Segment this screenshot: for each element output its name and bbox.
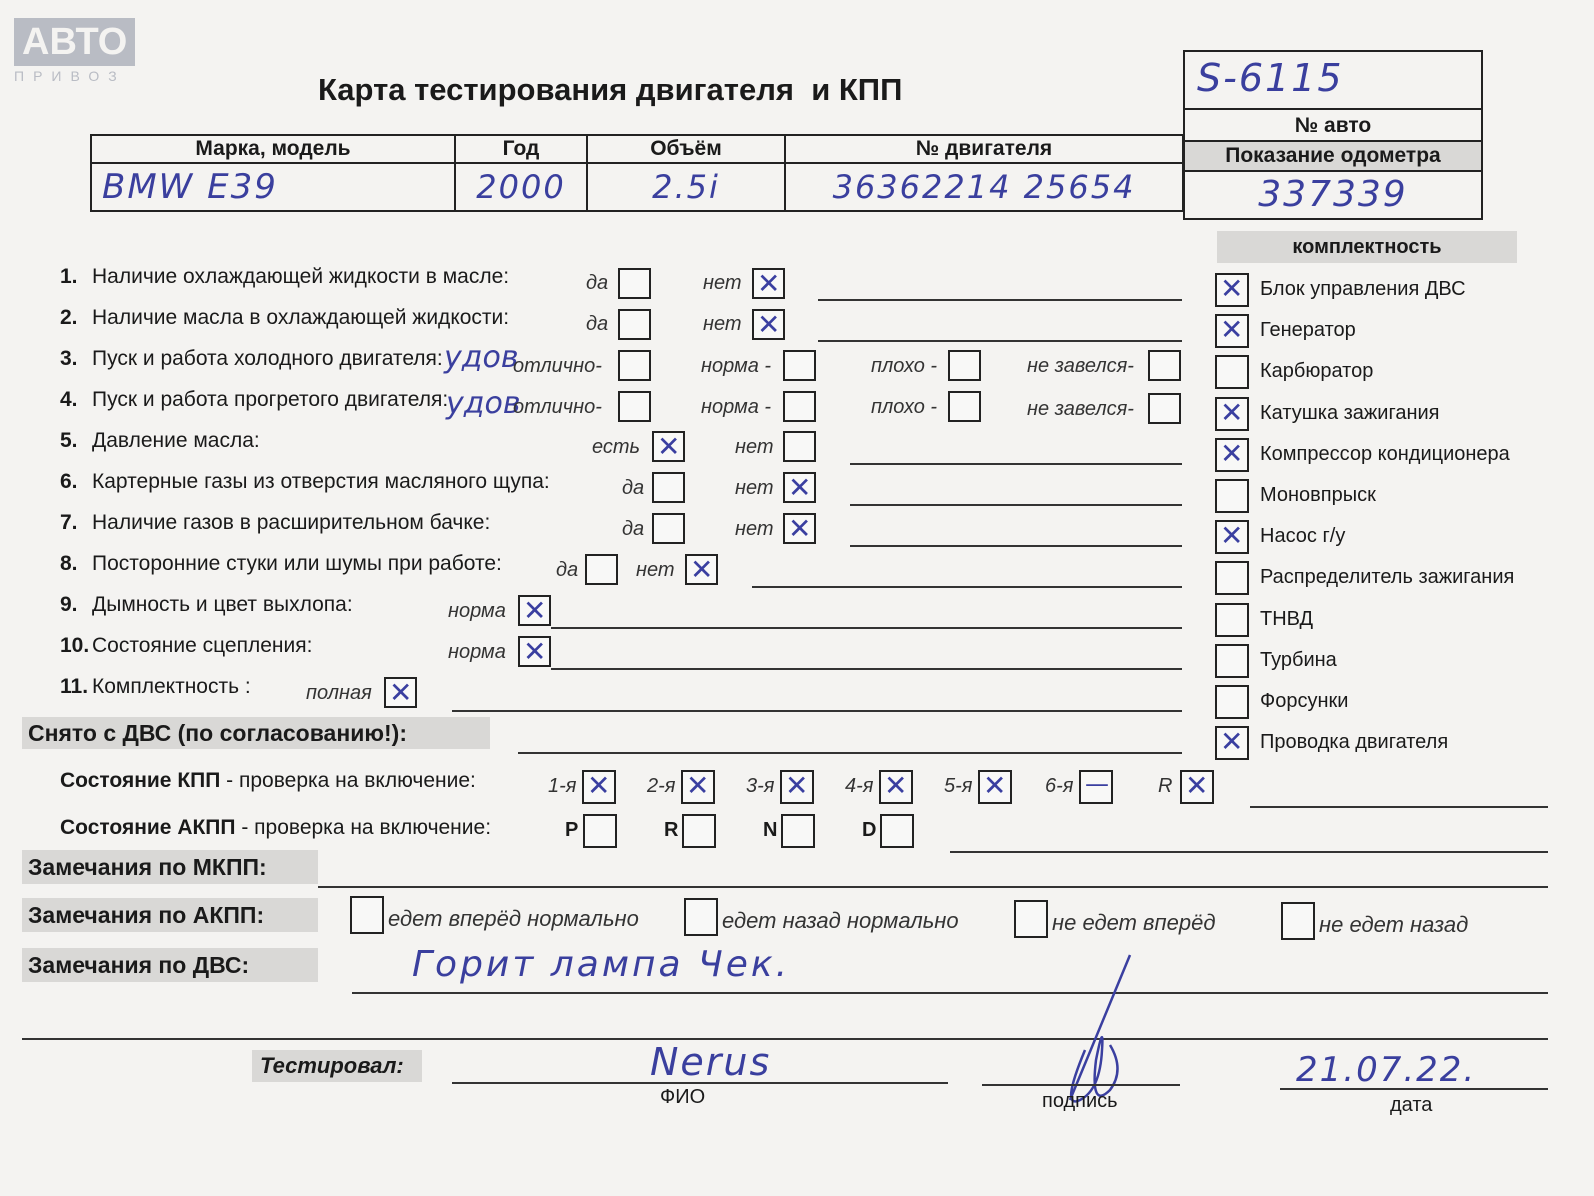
q3-otlichno-checkbox[interactable]: [618, 350, 651, 381]
volume-value: 2.5i: [587, 163, 785, 211]
q5-net-label: нет: [735, 436, 774, 458]
car-no-label: № авто: [1185, 110, 1481, 142]
completeness-item-label: Генератор: [1260, 319, 1356, 342]
akpp-remark-label: едет вперёд нормально: [388, 906, 639, 931]
completeness-checkbox[interactable]: [1215, 479, 1249, 513]
akpp-mode-label: P: [565, 819, 579, 841]
kpp-gear-checkbox[interactable]: [1180, 770, 1214, 804]
odometer-block: [1183, 108, 1483, 220]
q3-ploho-checkbox[interactable]: [948, 350, 981, 381]
completeness-item-label: Блок управления ДВС: [1260, 278, 1466, 300]
kpp-gear-checkbox[interactable]: [879, 770, 913, 804]
q5-est-checkbox[interactable]: [652, 431, 685, 462]
completeness-checkbox[interactable]: [1215, 397, 1249, 431]
q5-est-label: есть: [592, 436, 641, 458]
question-number: 9.: [60, 593, 78, 616]
date-label: дата: [1390, 1094, 1433, 1116]
logo-top: АВТО: [14, 18, 135, 66]
completeness-checkbox[interactable]: [1215, 561, 1249, 595]
akpp-label-bold: Состояние АКПП: [60, 816, 236, 839]
completeness-item-label: ТНВД: [1260, 607, 1314, 630]
q4-ne-zavelsya-label: не завелся-: [1027, 398, 1134, 420]
q2-net-checkbox[interactable]: [752, 309, 785, 340]
akpp-remark-checkbox[interactable]: [350, 896, 384, 934]
signature-line: [982, 1084, 1180, 1086]
question-text: Наличие охлаждающей жидкости в масле:: [92, 265, 510, 288]
logo-bottom: ПРИВОЗ: [14, 68, 126, 84]
completeness-checkbox[interactable]: [1215, 644, 1249, 678]
completeness-item-label: Насос г/у: [1260, 525, 1346, 548]
question-number: 1.: [60, 265, 78, 288]
kpp-gear-label: 1-я: [548, 775, 577, 797]
q5-net-checkbox[interactable]: [783, 431, 816, 462]
q2-line: [818, 340, 1182, 342]
question-number: 5.: [60, 429, 78, 452]
q6-net-label: нет: [735, 477, 774, 499]
q6-line: [850, 504, 1182, 506]
kpp-line: [1250, 806, 1548, 808]
question-text: Наличие масла в охлаждающей жидкости:: [92, 306, 510, 329]
akpp-mode-checkbox[interactable]: [682, 814, 716, 848]
tested-label: Тестировал:: [252, 1050, 422, 1082]
snyato-line: [518, 752, 1182, 754]
q1-net-checkbox[interactable]: [752, 268, 785, 299]
akpp-mode-label: N: [763, 819, 778, 841]
completeness-item-label: Карбюратор: [1260, 360, 1374, 383]
q9-norma-checkbox[interactable]: [518, 595, 551, 626]
kpp-gear-checkbox[interactable]: [1079, 770, 1113, 804]
question-text: Пуск и работа холодного двигателя:: [92, 347, 443, 370]
q6-da-checkbox[interactable]: [652, 472, 685, 503]
akpp-remark-checkbox[interactable]: [1281, 902, 1315, 940]
question-text: Комплектность :: [92, 675, 251, 698]
q8-net-checkbox[interactable]: [685, 554, 718, 585]
q8-net-label: нет: [636, 559, 675, 581]
question-text: Дымность и цвет выхлопа:: [92, 593, 353, 616]
completeness-checkbox[interactable]: [1215, 438, 1249, 472]
q9-line: [551, 627, 1182, 629]
q10-line: [551, 668, 1182, 670]
header-table: [90, 134, 1184, 212]
q4-ploho-checkbox[interactable]: [948, 391, 981, 422]
odometer-label: Показание одометра: [1185, 142, 1481, 172]
q11-polnaya-checkbox[interactable]: [384, 677, 417, 708]
signature-label: подпись: [1042, 1090, 1118, 1112]
akpp-mode-checkbox[interactable]: [583, 814, 617, 848]
q1-da-label: да: [586, 272, 609, 294]
year-value: 2000: [455, 163, 587, 211]
remarks-mkpp-line: [318, 886, 1548, 888]
kpp-label-rest: - проверка на включение:: [220, 769, 476, 792]
kpp-label-bold: Состояние КПП: [60, 769, 221, 792]
q3-ne-zavelsya-label: не завелся-: [1027, 355, 1134, 377]
akpp-mode-checkbox[interactable]: [880, 814, 914, 848]
q7-da-label: да: [622, 518, 645, 540]
q8-line: [752, 586, 1182, 588]
completeness-item-label: Катушка зажигания: [1260, 401, 1440, 424]
q4-ploho-label: плохо -: [871, 396, 938, 418]
q3-ne-zavelsya-checkbox[interactable]: [1148, 350, 1181, 381]
question-number: 6.: [60, 470, 78, 493]
date-value: 21.07.22.: [1296, 1050, 1477, 1090]
handwritten-udov-warm: удов: [446, 386, 521, 421]
engine-value: 36362214 25654: [785, 163, 1183, 211]
name-line: [452, 1082, 948, 1084]
kpp-gear-checkbox[interactable]: [681, 770, 715, 804]
kpp-gear-label: 2-я: [647, 775, 676, 797]
kpp-gear-checkbox[interactable]: [780, 770, 814, 804]
question-number: 8.: [60, 552, 78, 575]
q10-norma-label: норма: [448, 641, 506, 663]
akpp-label: [60, 816, 491, 840]
remarks-dvs-value: Горит лампа Чек.: [412, 944, 791, 985]
q4-otlichno-label: отлично-: [513, 396, 602, 418]
q3-norma-label: норма -: [701, 355, 772, 377]
q7-net-checkbox[interactable]: [783, 513, 816, 544]
akpp-remark-label: не едет назад: [1319, 912, 1469, 937]
completeness-item-label: Форсунки: [1260, 690, 1349, 712]
q7-net-label: нет: [735, 518, 774, 540]
snyato-label: Снято с ДВС (по согласованию!):: [22, 717, 490, 749]
kpp-gear-label: R: [1158, 775, 1173, 797]
engine-label: № двигателя: [785, 135, 1183, 163]
q8-da-label: да: [556, 559, 579, 581]
completeness-checkbox[interactable]: [1215, 355, 1249, 389]
fio-label: ФИО: [660, 1086, 706, 1108]
completeness-title: комплектность: [1217, 231, 1517, 263]
kpp-gear-checkbox[interactable]: [582, 770, 616, 804]
q4-otlichno-checkbox[interactable]: [618, 391, 651, 422]
remarks-dvs-line: [352, 992, 1548, 994]
akpp-remark-checkbox[interactable]: [1014, 900, 1048, 938]
q6-net-checkbox[interactable]: [783, 472, 816, 503]
akpp-remark-label: едет назад нормально: [722, 908, 959, 933]
completeness-item-label: Проводка двигателя: [1260, 731, 1449, 754]
akpp-remark-label: не едет вперёд: [1052, 910, 1216, 935]
kpp-label: [60, 769, 476, 793]
q6-da-label: да: [622, 477, 645, 499]
kpp-gear-label: 4-я: [845, 775, 874, 797]
akpp-mode-label: D: [862, 819, 877, 841]
remarks-extra-line: [22, 1038, 1548, 1040]
q1-da-checkbox[interactable]: [618, 268, 651, 299]
question-number: 2.: [60, 306, 78, 329]
q11-line: [452, 710, 1182, 712]
completeness-item-label: Моновпрыск: [1260, 484, 1376, 506]
q9-norma-label: норма: [448, 600, 506, 622]
remarks-mkpp-label: Замечания по МКПП:: [22, 850, 318, 884]
q1-line: [818, 299, 1182, 301]
question-text: Пуск и работа прогретого двигателя:: [92, 388, 449, 411]
q2-da-label: да: [586, 313, 609, 335]
brand-label: Марка, модель: [91, 135, 455, 163]
completeness-checkbox[interactable]: [1215, 726, 1249, 760]
akpp-mode-checkbox[interactable]: [781, 814, 815, 848]
q5-line: [850, 463, 1182, 465]
name-value: Nerus: [650, 1040, 772, 1084]
question-text: Состояние сцепления:: [92, 634, 313, 657]
completeness-checkbox[interactable]: [1215, 603, 1249, 637]
akpp-label-rest: - проверка на включение:: [235, 816, 492, 839]
car-number-value: S-6115: [1197, 56, 1344, 100]
question-number: 10.: [60, 634, 90, 657]
question-number: 7.: [60, 511, 78, 534]
logo: [14, 18, 135, 84]
remarks-akpp-label: Замечания по АКПП:: [22, 898, 318, 932]
car-number-box: [1183, 50, 1483, 110]
q7-line: [850, 545, 1182, 547]
kpp-gear-label: 3-я: [746, 775, 775, 797]
q8-da-checkbox[interactable]: [585, 554, 618, 585]
q4-norma-label: норма -: [701, 396, 772, 418]
kpp-gear-label: 5-я: [944, 775, 973, 797]
q4-norma-checkbox[interactable]: [783, 391, 816, 422]
question-text: Посторонние стуки или шумы при работе:: [92, 552, 502, 575]
question-number: 4.: [60, 388, 78, 411]
completeness-item-label: Компрессор кондиционера: [1260, 442, 1510, 465]
q1-net-label: нет: [703, 272, 742, 294]
q7-da-checkbox[interactable]: [652, 513, 685, 544]
completeness-checkbox[interactable]: [1215, 685, 1249, 719]
akpp-mode-label: R: [664, 819, 679, 841]
q3-norma-checkbox[interactable]: [783, 350, 816, 381]
kpp-gear-label: 6-я: [1045, 775, 1074, 797]
q11-polnaya-label: полная: [306, 682, 372, 704]
date-line: [1280, 1088, 1548, 1090]
brand-value: BMW E39: [91, 163, 455, 211]
kpp-gear-checkbox[interactable]: [978, 770, 1012, 804]
q3-otlichno-label: отлично-: [513, 355, 602, 377]
completeness-checkbox[interactable]: [1215, 520, 1249, 554]
q10-norma-checkbox[interactable]: [518, 636, 551, 667]
completeness-item-label: Турбина: [1260, 648, 1337, 671]
question-text: Картерные газы из отверстия масляного щупа:: [92, 470, 550, 493]
completeness-checkbox[interactable]: [1215, 314, 1249, 348]
odometer-value: 337339: [1258, 174, 1408, 215]
q2-net-label: нет: [703, 313, 742, 335]
handwritten-udov-cold: удов: [444, 340, 519, 375]
completeness-item-label: Распределитель зажигания: [1260, 566, 1515, 589]
q2-da-checkbox[interactable]: [618, 309, 651, 340]
question-number: 11.: [60, 675, 89, 698]
year-label: Год: [455, 135, 587, 163]
q4-ne-zavelsya-checkbox[interactable]: [1148, 393, 1181, 424]
completeness-checkbox[interactable]: [1215, 273, 1249, 307]
question-text: Давление масла:: [92, 429, 260, 452]
volume-label: Объём: [587, 135, 785, 163]
akpp-line: [950, 851, 1548, 853]
question-number: 3.: [60, 347, 78, 370]
remarks-dvs-label: Замечания по ДВС:: [22, 948, 318, 982]
akpp-remark-checkbox[interactable]: [684, 898, 718, 936]
question-text: Наличие газов в расширительном бачке:: [92, 511, 491, 534]
q3-ploho-label: плохо -: [871, 355, 938, 377]
page-title: Карта тестирования двигателя и КПП: [318, 72, 903, 107]
